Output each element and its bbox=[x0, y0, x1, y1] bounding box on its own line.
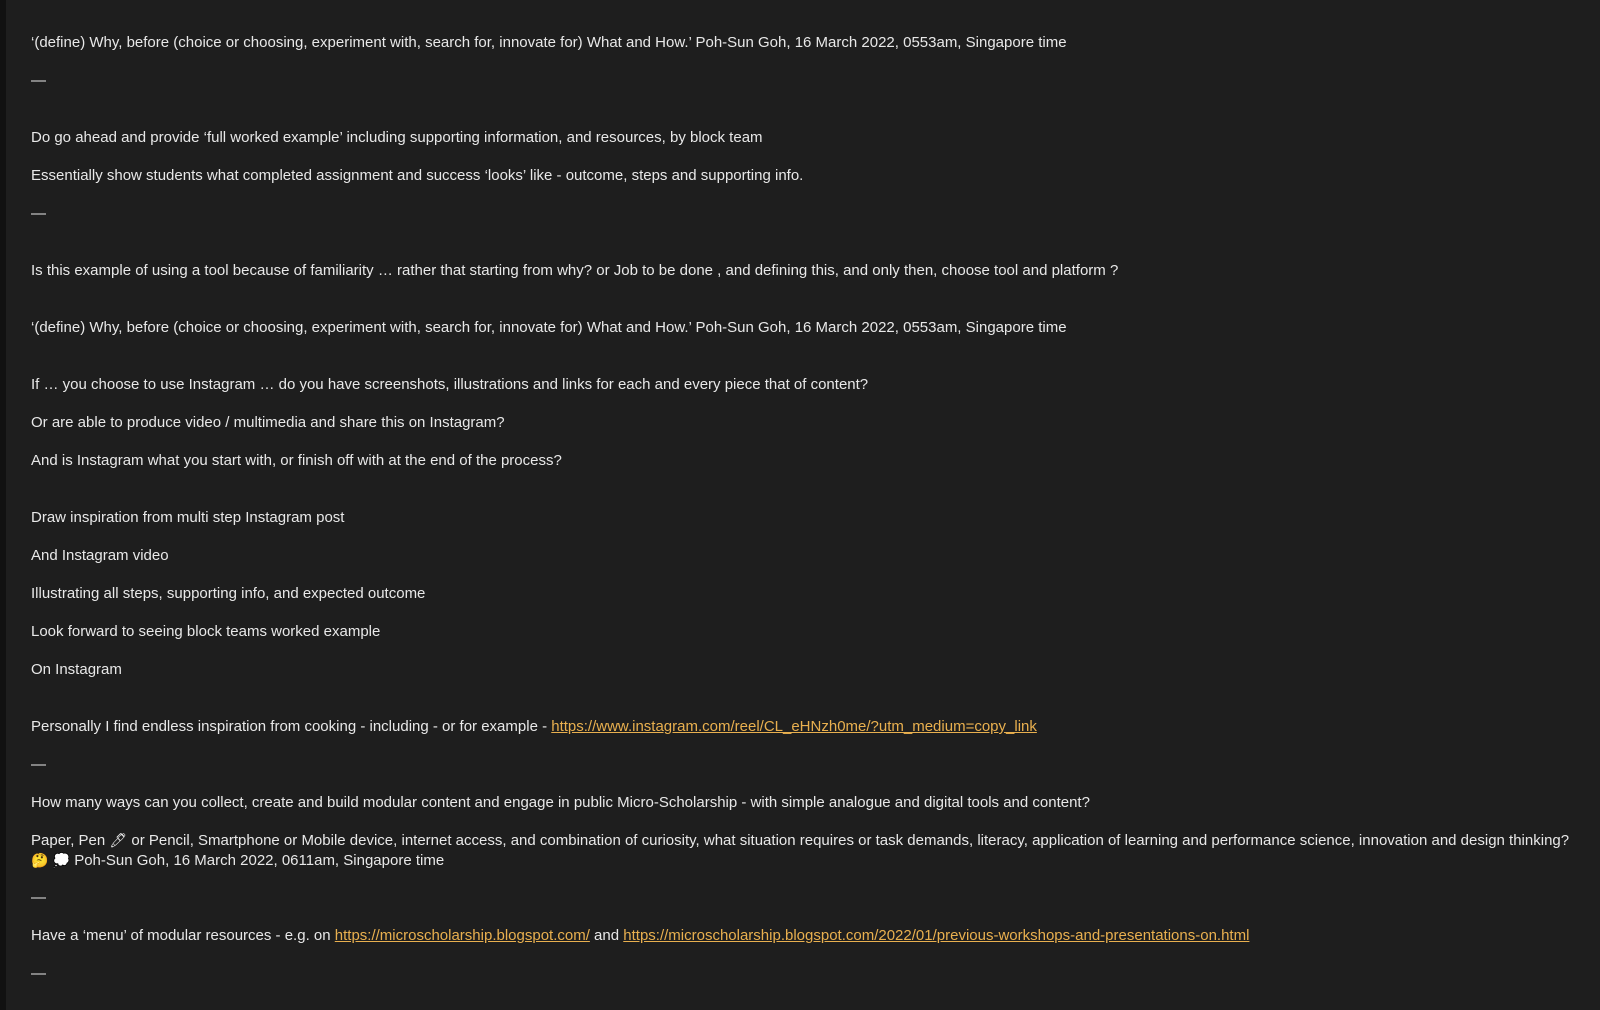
paragraph-with-link bbox=[31, 717, 1037, 736]
paragraph-with-links bbox=[31, 926, 1249, 945]
previous-workshops-link[interactable]: https://microscholarship.blogspot.com/2022/01/previous-workshops-and-presentations-on.html bbox=[623, 927, 1250, 944]
paragraph: Do go ahead and provide ‘full worked example’ including supporting information, and resources, by block team bbox=[31, 129, 763, 146]
paragraph: Illustrating all steps, supporting info, and expected outcome bbox=[31, 585, 426, 602]
paragraph: And is Instagram what you start with, or finish off with at the end of the process? bbox=[31, 452, 562, 469]
paragraph: And Instagram video bbox=[31, 547, 169, 564]
separator: — bbox=[31, 72, 46, 89]
paragraph-text: Paper, Pen bbox=[31, 832, 110, 849]
paragraph: Or are able to produce video / multimedia and share this on Instagram? bbox=[31, 414, 505, 431]
paragraph: Look forward to seeing block teams worked example bbox=[31, 623, 381, 640]
paragraph-text: or Pencil, Smartphone or Mobile device, internet access, and combination of curiosity, what situation requires or task demands, literacy, application of learning and performance science, innovation and design thinking? bbox=[127, 832, 1570, 849]
paragraph-text: Have a ‘menu’ of modular resources - e.g. on bbox=[31, 927, 335, 944]
pen-icon: 🖊 bbox=[109, 833, 128, 849]
paragraph-text: and bbox=[589, 927, 624, 944]
separator: — bbox=[31, 756, 46, 773]
paragraph: Is this example of using a tool because of familiarity … rather that starting from why? or Job to be done , and defining this, and only then, choose tool and platform ? bbox=[31, 262, 1119, 279]
paragraph: Draw inspiration from multi step Instagram post bbox=[31, 509, 345, 526]
thought-bubble-icon: 💭 bbox=[52, 853, 71, 869]
quote-line: ‘(define) Why, before (choice or choosing, experiment with, search for, innovate for) What and How.’ Poh-Sun Goh, 16 March 2022, 0553am, Singapore time bbox=[31, 319, 1067, 336]
paragraph-text: Personally I find endless inspiration from cooking - including - or for example - bbox=[31, 718, 552, 735]
thinking-face-icon: 🤔 bbox=[31, 853, 49, 869]
paragraph: Essentially show students what completed assignment and success ‘looks’ like - outcome, steps and supporting info. bbox=[31, 167, 804, 184]
separator: — bbox=[31, 889, 46, 906]
paragraph: On Instagram bbox=[31, 661, 122, 678]
separator: — bbox=[31, 205, 46, 222]
paragraph-wrapped bbox=[31, 831, 1571, 871]
instagram-reel-link[interactable]: https://www.instagram.com/reel/CL_eHNzh0me/?utm_medium=copy_link bbox=[551, 718, 1037, 735]
quote-line: ‘(define) Why, before (choice or choosing, experiment with, search for, innovate for) What and How.’ Poh-Sun Goh, 16 March 2022, 0553am, Singapore time bbox=[31, 34, 1067, 51]
paragraph-text: Poh-Sun Goh, 16 March 2022, 0611am, Singapore time bbox=[70, 852, 445, 869]
left-border bbox=[0, 0, 6, 1010]
paragraph: How many ways can you collect, create and build modular content and engage in public Micro-Scholarship - with simple analogue and digital tools and content? bbox=[31, 794, 1090, 811]
microscholarship-blog-link[interactable]: https://microscholarship.blogspot.com/ bbox=[334, 927, 590, 944]
separator: — bbox=[31, 965, 46, 982]
paragraph: If … you choose to use Instagram … do you have screenshots, illustrations and links for each and every piece that of content? bbox=[31, 376, 869, 393]
